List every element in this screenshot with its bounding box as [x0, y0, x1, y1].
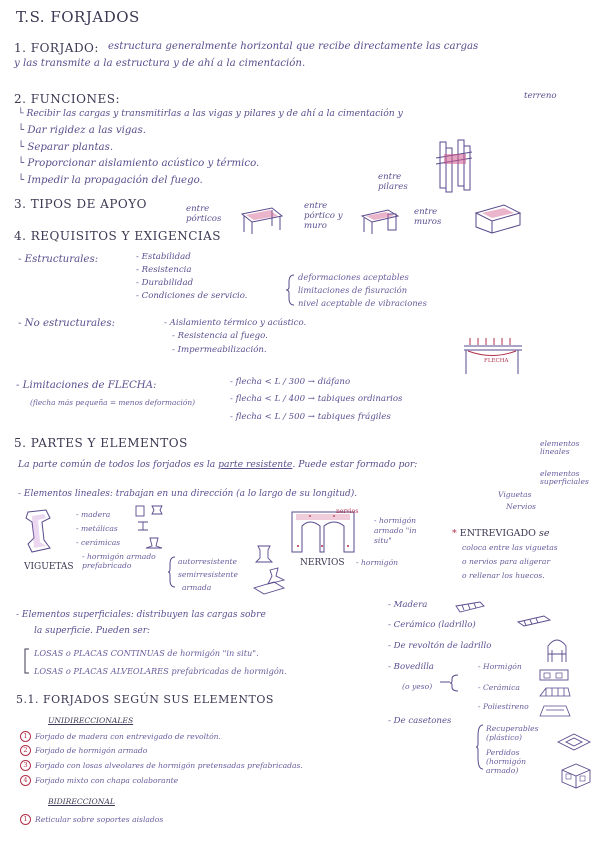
bovedilla-ceramica-sketch: [538, 686, 572, 700]
s2-item-0: └ Recibir las cargas y transmitirlas a las vigas y pilares y de ahí a la cimentación y: [18, 108, 403, 119]
bovedilla-brace: [440, 674, 460, 692]
madera-sketch: [454, 600, 486, 614]
vigueta-sketch: [24, 508, 54, 554]
nervios-right-1: - hormigón: [356, 558, 399, 567]
s51-uni-2: 3 Forjado con losas alveolares de hormigón pretensadas prefabricadas.: [20, 760, 303, 771]
hormigon-brace: [168, 556, 176, 588]
s2-item-4: └ Impedir la propagación del fuego.: [18, 175, 203, 186]
entrevigado-type-3: - Bovedilla: [388, 662, 434, 672]
hormigon-type-2: armada: [182, 583, 212, 592]
s4-estructural-2: - Durabilidad: [136, 278, 194, 288]
entrevigado-type-2: - De revoltón de ladrillo: [388, 641, 492, 651]
entrevigado-type-4: (o yeso): [402, 682, 433, 691]
s4-no-estructural-2: - Impermeabilización.: [172, 345, 267, 355]
s5-superficiales-1: - Elementos superficiales: distribuyen las cargas sobre: [16, 610, 266, 620]
casetones-type-1: Perdidos (hormigón armado): [486, 748, 527, 775]
bovedilla-type-2: - Poliestireno: [478, 702, 529, 711]
s5-side-opt-0: elementos lineales: [540, 439, 580, 456]
s4-no-estructurales-label: - No estructurales:: [18, 318, 116, 329]
s51-uni-1: 2 Forjado de hormigón armado: [20, 745, 147, 756]
s1-line2: y las transmite a la estructura y de ahí a la cimentación.: [14, 58, 306, 69]
bovedilla-poliestireno-sketch: [538, 702, 572, 720]
s51-uni-3: 4 Forjado mixto con chapa colaborante: [20, 775, 178, 786]
vigueta-type-1: - metálicas: [76, 524, 118, 533]
s5-intro: La parte común de todos los forjados es la parte resistente. Puede estar formado por:: [18, 459, 418, 470]
nervio-fig-label: nervios: [336, 508, 359, 515]
s4-servicio-2: nivel aceptable de vibraciones: [298, 298, 427, 308]
flecha-sketch: [460, 336, 526, 376]
apoyo-porticos-sketch: [238, 206, 284, 236]
hormigon-type-0: autorresistente: [178, 557, 237, 566]
entrevigado-type-0: - Madera: [388, 600, 428, 610]
s4-estructurales-label: - Estructurales:: [18, 254, 99, 265]
vigueta-type-3: - hormigón armado prefabricado: [82, 552, 156, 570]
s3-label-muros: entre muros: [414, 207, 442, 227]
s4-servicio-0: deformaciones aceptables: [298, 272, 409, 282]
ceramico-sketch: [516, 614, 552, 630]
s4-flecha-0: - flecha < L / 300 → diáfano: [230, 377, 351, 387]
s3-label-portico-muro: entre pórtico y muro: [304, 201, 343, 231]
s1-heading: 1. FORJADO:: [14, 41, 99, 55]
casetones-type-0: Recuperables (plástico): [486, 724, 539, 742]
s5-lineales-viguetas: Viguetas: [498, 490, 532, 499]
s4-limitaciones-note: (flecha más pequeña = menos deformación): [30, 398, 195, 407]
s4-servicio-1: limitaciones de fisuración: [298, 285, 408, 295]
pilares-sketch: [434, 138, 474, 194]
losas-0: LOSAS o PLACAS CONTINUAS de hormigón "in situ".: [34, 648, 259, 658]
page-title: T.S. FORJADOS: [16, 8, 140, 26]
s5-side-opt-1: elementos superficiales: [540, 469, 589, 486]
s4-limitaciones-label: - Limitaciones de FLECHA:: [16, 380, 157, 391]
s2-item-3: └ Proporcionar aislamiento acústico y térmico.: [18, 158, 260, 169]
casetones-recuperables-sketch: [556, 730, 594, 754]
servicio-brace: [286, 274, 296, 306]
s51-uni-0: 1 Forjado de madera con entrevigado de revoltón.: [20, 731, 221, 742]
s51-bi-label: BIDIRECCIONAL: [48, 797, 115, 806]
s5-heading: 5. PARTES Y ELEMENTOS: [14, 436, 188, 450]
entrevigado-0: * ENTREVIGADO se: [452, 528, 550, 539]
viguetas-label: VIGUETAS: [24, 562, 74, 572]
s3-label-porticos: entre pórticos: [186, 204, 222, 224]
casetones-perdidos-sketch: [560, 762, 594, 790]
s2-item-2: └ Separar plantas.: [18, 142, 114, 153]
hormigon-profiles-sketch: [250, 544, 290, 594]
s51-heading: 5.1. FORJADOS SEGÚN SUS ELEMENTOS: [16, 693, 274, 706]
s2-terreno-note: terreno: [524, 91, 557, 101]
bovedilla-type-1: - Cerámica: [478, 683, 520, 692]
s5-lineales-nervios: Nervios: [506, 502, 536, 511]
s51-uni-label: UNIDIRECCIONALES: [48, 716, 134, 725]
bovedilla-type-0: - Hormigón: [478, 662, 522, 671]
vigueta-type-2: - cerámicas: [76, 538, 121, 547]
apoyo-muros-sketch: [474, 203, 522, 235]
s4-no-estructural-1: - Resistencia al fuego.: [172, 331, 268, 341]
s5-lineales: - Elementos lineales: trabajan en una dirección (a lo largo de su longitud).: [18, 489, 358, 499]
s2-entre-pilares-label: entre pilares: [378, 172, 408, 192]
s1-line1: estructura generalmente horizontal que recibe directamente las cargas: [108, 41, 479, 52]
vigueta-type-0: - madera: [76, 510, 111, 519]
s4-flecha-2: - flecha < L / 500 → tabiques frágiles: [230, 412, 391, 422]
s4-estructural-3: - Condiciones de servicio.: [136, 291, 248, 301]
s4-flecha-1: - flecha < L / 400 → tabiques ordinarios: [230, 394, 403, 404]
losas-1: LOSAS o PLACAS ALVEOLARES prefabricadas de hormigón.: [34, 666, 287, 676]
casetones-brace: [476, 724, 484, 770]
entrevigado-type-5: - De casetones: [388, 716, 452, 726]
s4-heading: 4. REQUISITOS Y EXIGENCIAS: [14, 229, 222, 243]
vigueta-profiles-sketch: [134, 504, 178, 554]
nervios-label: NERVIOS: [300, 558, 345, 568]
losas-bracket: [24, 648, 30, 674]
s4-estructural-1: - Resistencia: [136, 265, 192, 275]
flecha-fig-label: FLECHA: [484, 358, 509, 364]
bovedilla-hormigon-sketch: [538, 668, 572, 684]
s2-item-1: └ Dar rigidez a las vigas.: [18, 125, 146, 136]
s3-heading: 3. TIPOS DE APOYO: [14, 197, 147, 211]
entrevigado-2: o nervios para aligerar: [462, 557, 551, 566]
revolton-sketch: [546, 636, 568, 664]
entrevigado-type-1: - Cerámico (ladrillo): [388, 620, 476, 630]
s4-estructural-0: - Estabilidad: [136, 252, 191, 262]
apoyo-portico-muro-sketch: [360, 208, 400, 234]
s5-superficiales-2: la superficie. Pueden ser:: [34, 626, 151, 636]
s2-heading: 2. FUNCIONES:: [14, 92, 120, 106]
s51-bi-0: 1 Reticular sobre soportes aislados: [20, 814, 163, 825]
entrevigado-1: coloca entre las viguetas: [462, 543, 558, 552]
s4-no-estructural-0: - Aislamiento térmico y acústico.: [164, 318, 307, 328]
hormigon-type-1: semirresistente: [178, 570, 238, 579]
nervios-right-0: - hormigón armado "in situ": [374, 516, 417, 545]
entrevigado-3: o rellenar los huecos.: [462, 571, 545, 580]
